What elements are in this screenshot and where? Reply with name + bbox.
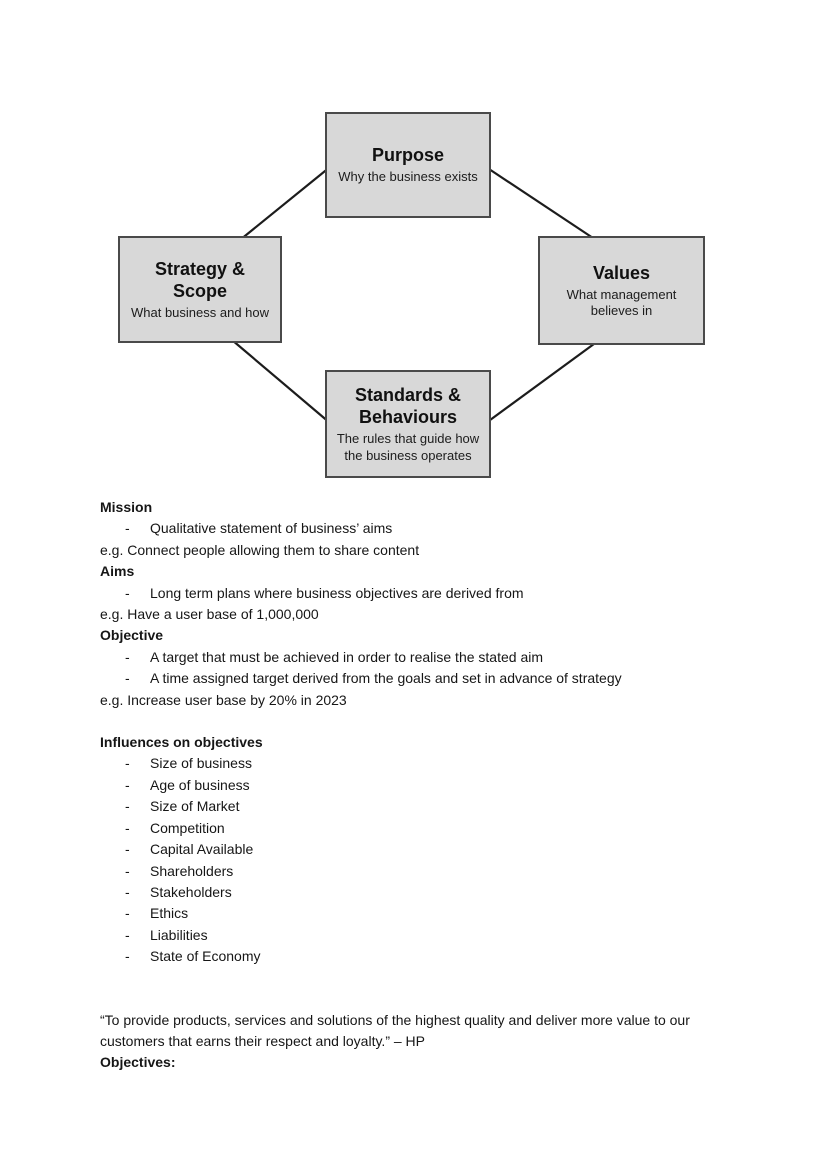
influence-item-text: State of Economy	[150, 948, 261, 965]
influence-item	[100, 818, 740, 839]
strategy-scope-subtitle: What business and how	[130, 304, 270, 320]
influence-item-text: Stakeholders	[150, 883, 232, 900]
bullet-marker: -	[125, 948, 130, 965]
influence-item-text: Capital Available	[150, 841, 254, 858]
values-subtitle: What management believes in	[566, 286, 677, 318]
heading-influences: Influences on objectives	[100, 734, 263, 751]
strategy-scope-title: Strategy & Scope	[154, 258, 246, 301]
diagram-node-purpose	[325, 112, 491, 218]
mission-example: e.g. Connect people allowing them to share content	[100, 541, 420, 558]
influence-item	[100, 775, 740, 796]
bullet-marker: -	[125, 926, 130, 943]
influence-item-text: Liabilities	[150, 926, 208, 943]
heading-mission: Mission	[100, 499, 153, 515]
influence-item	[100, 753, 740, 774]
influence-item-text: Size of business	[150, 755, 252, 772]
influence-item	[100, 839, 740, 860]
diagram-node-standards-behaviours	[325, 370, 491, 478]
bullet-marker: -	[125, 819, 130, 836]
influence-item	[100, 861, 740, 882]
bullet-marker: -	[125, 905, 130, 922]
bullet-marker: -	[125, 841, 130, 858]
aims-bullet	[100, 583, 740, 604]
influence-item-text: Shareholders	[150, 862, 234, 879]
influence-item-text: Age of business	[150, 776, 250, 793]
heading-objectives: Objectives:	[100, 1054, 176, 1071]
heading-objective: Objective	[100, 627, 164, 644]
objective-bullet-2	[100, 668, 740, 689]
bullet-marker: -	[125, 584, 130, 601]
influence-item	[100, 903, 740, 924]
diagram-node-values	[538, 236, 705, 345]
bullet-marker: -	[125, 755, 130, 772]
objective-bullet-2-text: A time assigned target derived from the goals and set in advance of strategy	[150, 670, 622, 687]
spacer	[100, 968, 740, 1010]
standards-behaviours-subtitle: The rules that guide how the business operates	[336, 431, 480, 463]
spacer	[100, 711, 740, 732]
influence-item-text: Competition	[150, 819, 225, 836]
aims-example: e.g. Have a user base of 1,000,000	[100, 606, 319, 623]
bullet-marker: -	[125, 520, 130, 537]
values-title: Values	[592, 262, 651, 283]
objective-example: e.g. Increase user base by 20% in 2023	[100, 691, 347, 708]
bullet-marker: -	[125, 862, 130, 879]
standards-behaviours-title: Standards & Behaviours	[354, 385, 462, 427]
mission-bullet-text: Qualitative statement of business’ aims	[150, 520, 393, 537]
mission-bullet	[100, 518, 740, 539]
influence-item	[100, 882, 740, 903]
influence-item	[100, 796, 740, 817]
influence-item	[100, 925, 740, 946]
bullet-marker: -	[125, 648, 130, 665]
influence-item-text: Ethics	[150, 905, 189, 922]
hp-mission-quote: “To provide products, services and solutions of the highest quality and deliver more value to our customers that earns their respect and loyalty.” – HP	[100, 1011, 690, 1049]
bullet-marker: -	[125, 670, 130, 687]
purpose-title: Purpose	[371, 145, 445, 166]
influence-item	[100, 946, 740, 967]
diagram-node-strategy-scope	[118, 236, 282, 343]
bullet-marker: -	[125, 883, 130, 900]
notes-body	[100, 497, 740, 1074]
aims-bullet-text: Long term plans where business objectives are derived from	[150, 584, 524, 601]
purpose-subtitle: Why the business exists	[338, 169, 478, 185]
objective-bullet-1	[100, 647, 740, 668]
heading-aims: Aims	[100, 563, 135, 580]
objective-bullet-1-text: A target that must be achieved in order to realise the stated aim	[150, 648, 543, 665]
influence-item-text: Size of Market	[150, 798, 240, 815]
bullet-marker: -	[125, 776, 130, 793]
bullet-marker: -	[125, 798, 130, 815]
business-framework-diagram	[0, 0, 828, 497]
